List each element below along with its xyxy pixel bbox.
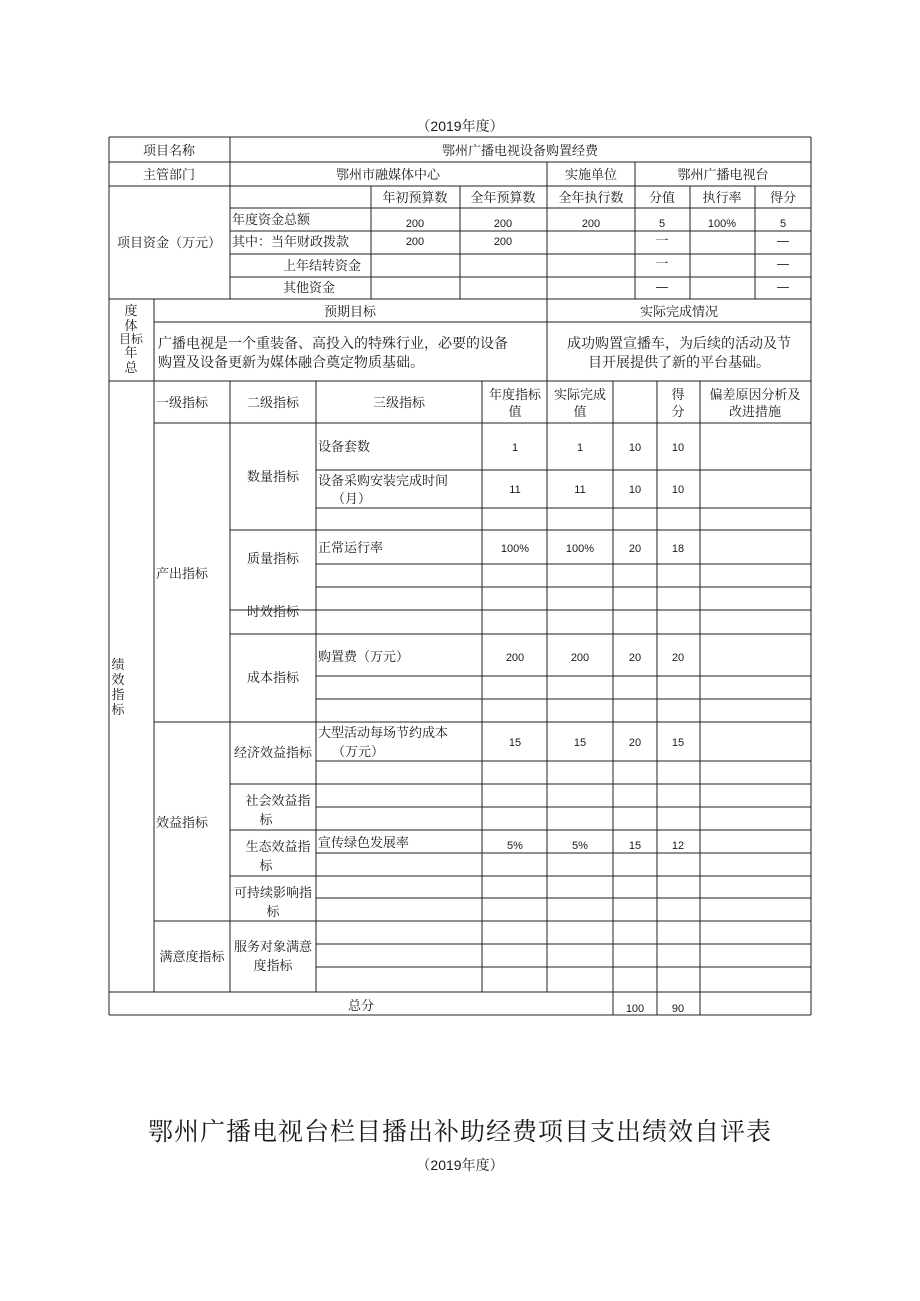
item2-target: 11 — [509, 484, 521, 496]
fiscal-initial: 200 — [405, 236, 425, 248]
goal-text-line2: 购置及设备更新为媒体融合奠定物质基础。 — [158, 355, 424, 371]
svg-text:效: 效 — [111, 673, 125, 688]
h-level3: 三级指标 — [372, 396, 426, 411]
total-full: 200 — [493, 218, 513, 230]
goal-expected-header: 预期目标 — [323, 305, 377, 320]
l2-social-2: 标 — [259, 813, 273, 828]
project-name-label: 项目名称 — [142, 144, 196, 159]
svg-text:标: 标 — [111, 703, 125, 718]
total-got-sum: 90 — [671, 1003, 685, 1015]
l2-sustain-1: 可持续影响指 — [233, 886, 313, 901]
goal-side-label — [119, 303, 144, 376]
item6-target: 5% — [507, 840, 523, 852]
row-fiscal-label: 其中：当年财政拨款 — [232, 235, 350, 250]
l1-benefit: 效益指标 — [155, 816, 209, 831]
item6-score: 15 — [628, 840, 642, 852]
l2-quantity: 数量指标 — [246, 470, 300, 485]
item3-actual: 100% — [565, 543, 595, 555]
item-uptime: 正常运行率 — [318, 541, 384, 556]
item1-actual: 1 — [576, 442, 584, 454]
col-score: 分值 — [648, 191, 676, 206]
h-got-1: 得 — [671, 388, 685, 403]
other-got-dash: — — [776, 280, 790, 295]
total-score: 5 — [658, 218, 666, 230]
l2-eco-1: 生态效益指 — [245, 840, 311, 855]
item1-target: 1 — [511, 442, 519, 454]
item3-score: 20 — [628, 543, 642, 555]
h-actual-2: 值 — [573, 405, 587, 420]
svg-text:指: 指 — [111, 688, 125, 703]
fiscal-full: 200 — [493, 236, 513, 248]
bottom-year: （2019年度） — [416, 1157, 504, 1173]
total-rate: 100% — [707, 218, 737, 230]
item3-got: 18 — [671, 543, 685, 555]
svg-text:绩: 绩 — [111, 658, 125, 673]
item-install-time-1: 设备采购安装完成时间 — [318, 474, 449, 489]
fiscal-got-dash: — — [776, 234, 790, 249]
actual-text-line1: 成功购置宣播车，为后续的活动及节 — [567, 336, 791, 352]
carry-score-dash: 一 — [655, 257, 669, 272]
item-event-saving-1: 大型活动每场节约成本 — [318, 726, 449, 741]
fund-label: 项目资金（万元） — [116, 236, 222, 251]
item2-score: 10 — [628, 484, 642, 496]
l2-timeliness: 时效指标 — [246, 605, 300, 620]
h-level1: 一级指标 — [155, 396, 209, 411]
item-install-time-2: （月） — [332, 492, 372, 507]
other-score-dash: — — [655, 280, 669, 295]
second-table-title: 鄂州广播电视台栏目播出补助经费项目支出绩效自评表 — [147, 1117, 772, 1146]
svg-text:年: 年 — [124, 346, 138, 361]
l2-sustain-2: 标 — [266, 905, 280, 920]
l2-social-1: 社会效益指 — [245, 794, 311, 809]
l2-quality: 质量指标 — [246, 552, 300, 567]
item2-got: 10 — [671, 484, 685, 496]
item4-actual: 200 — [570, 652, 590, 664]
item6-got: 12 — [671, 840, 685, 852]
item-event-saving-2: （万元） — [332, 745, 385, 760]
row-other-label: 其他资金 — [282, 281, 336, 296]
svg-text:总: 总 — [124, 361, 138, 376]
l2-economic: 经济效益指标 — [233, 746, 313, 761]
col-initial-budget: 年初预算数 — [382, 191, 448, 206]
col-got: 得分 — [769, 191, 797, 206]
h-dev-2: 改进措施 — [728, 405, 782, 420]
item6-actual: 5% — [572, 840, 588, 852]
item5-target: 15 — [508, 737, 522, 749]
l2-service-2: 度指标 — [253, 959, 293, 974]
l2-service-1: 服务对象满意 — [233, 940, 313, 955]
total-score-sum: 100 — [625, 1003, 645, 1015]
item-purchase-cost: 购置费（万元） — [318, 650, 410, 665]
item4-target: 200 — [505, 652, 525, 664]
col-rate: 执行率 — [702, 191, 742, 206]
goal-text-line1: 广播电视是一个重装备、高投入的特殊行业，必要的设备 — [158, 336, 508, 352]
actual-text-line2: 目开展提供了新的平台基础。 — [588, 355, 770, 371]
fiscal-score-dash: 一 — [655, 234, 669, 249]
h-actual-1: 实际完成 — [553, 388, 607, 403]
item2-actual: 11 — [574, 484, 586, 496]
item1-score: 10 — [628, 442, 642, 454]
row-total-label: 年度资金总额 — [232, 213, 311, 228]
h-target-1: 年度指标 — [488, 388, 542, 403]
l1-satisfaction: 满意度指标 — [159, 950, 225, 965]
item4-score: 20 — [628, 652, 642, 664]
table-grid — [109, 137, 811, 1015]
h-level2: 二级指标 — [246, 396, 300, 411]
col-full-budget: 全年预算数 — [470, 191, 536, 206]
l1-output: 产出指标 — [155, 567, 209, 582]
h-dev-1: 偏差原因分析及 — [709, 388, 801, 403]
l2-cost: 成本指标 — [246, 671, 300, 686]
unit-value: 鄂州广播电视台 — [677, 168, 769, 183]
item5-score: 20 — [628, 737, 642, 749]
total-got: 5 — [779, 218, 787, 230]
perf-side-label — [111, 657, 125, 718]
svg-text:体: 体 — [124, 319, 138, 334]
svg-text:目标: 目标 — [118, 332, 144, 346]
item-green-rate: 宣传绿色发展率 — [318, 836, 410, 851]
svg-text:度: 度 — [124, 304, 138, 319]
unit-label: 实施单位 — [564, 168, 618, 183]
total-label: 总分 — [347, 999, 375, 1014]
h-got-2: 分 — [671, 405, 685, 420]
total-exec: 200 — [581, 218, 601, 230]
project-name-value: 鄂州广播电视设备购置经费 — [441, 144, 599, 159]
h-target-2: 值 — [508, 405, 522, 420]
item4-got: 20 — [671, 652, 685, 664]
row-carry-label: 上年结转资金 — [282, 259, 362, 274]
dept-label: 主管部门 — [142, 168, 196, 183]
l2-eco-2: 标 — [259, 859, 273, 874]
carry-got-dash: — — [776, 257, 790, 272]
item3-target: 100% — [500, 543, 530, 555]
item5-actual: 15 — [573, 737, 587, 749]
top-year: （2019年度） — [416, 118, 504, 134]
col-execution: 全年执行数 — [558, 191, 624, 206]
item1-got: 10 — [671, 442, 685, 454]
dept-value: 鄂州市融媒体中心 — [335, 168, 441, 183]
item5-got: 15 — [671, 737, 685, 749]
item-device-sets: 设备套数 — [318, 440, 371, 455]
total-initial: 200 — [405, 218, 425, 230]
goal-actual-header: 实际完成情况 — [639, 305, 719, 320]
